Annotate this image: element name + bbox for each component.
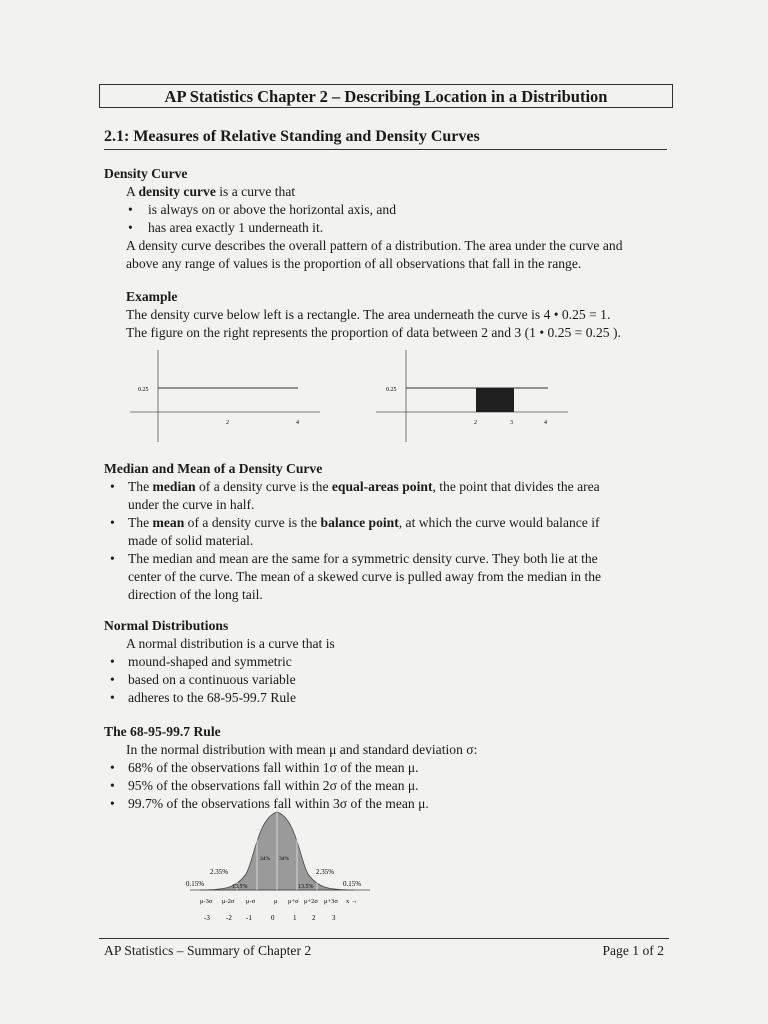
uniform-density-figure-left <box>130 350 330 445</box>
pct-label: 0.15% <box>343 880 362 888</box>
pct-label: 2.35% <box>316 868 335 876</box>
axis-label-mu: μ-σ <box>246 898 256 905</box>
pct-label: 0.15% <box>186 880 205 888</box>
density-curve-bullets <box>104 201 664 237</box>
text: direction of the long tail. <box>128 587 263 602</box>
bold-text: median <box>152 479 196 494</box>
z-label: 3 <box>332 914 336 922</box>
median-mean-section <box>104 460 664 604</box>
text: , at which the curve would balance if <box>398 515 600 530</box>
intro-text-end: is a curve that <box>215 184 296 199</box>
list-item <box>104 550 664 604</box>
text: made of solid material. <box>128 533 254 548</box>
axis-label-mu: μ+2σ <box>304 898 318 905</box>
text: The <box>128 479 153 494</box>
text: center of the curve. The mean of a skewed curve is pulled away from the median in the <box>128 569 602 584</box>
tick-label: 2 <box>226 420 229 426</box>
rule-heading: The 68-95-99.7 Rule <box>104 724 221 739</box>
tick-label: 4 <box>296 420 299 426</box>
list-item: • has area exactly 1 underneath it. <box>104 219 664 237</box>
tick-label: 4 <box>544 420 547 426</box>
pct-label: 34% <box>279 856 290 862</box>
median-mean-heading: Median and Mean of a Density Curve <box>104 461 323 476</box>
text: The median and mean are the same for a symmetric density curve. They both lie at the <box>128 551 598 566</box>
y-label: 0.25 <box>386 387 397 393</box>
bold-text: balance point <box>320 515 399 530</box>
text: , the point that divides the area <box>432 479 600 494</box>
axis-label-mu: μ+3σ <box>324 898 338 905</box>
pct-label: 13.5% <box>232 884 248 890</box>
tick-label: 2 <box>474 420 477 426</box>
density-curve-intro <box>104 183 664 201</box>
rule-intro: In the normal distribution with mean μ and standard deviation σ: <box>126 742 478 757</box>
axis-label-mu: μ <box>274 898 278 905</box>
example-line-1: The density curve below left is a rectangle. The area underneath the curve is 4 • 0.25 = 1. <box>126 307 611 322</box>
normal-bullets <box>104 653 664 707</box>
median-mean-bullets <box>104 478 664 604</box>
footer-divider <box>99 938 669 939</box>
text: under the curve in half. <box>128 497 255 512</box>
shaded-area <box>476 388 514 412</box>
list-item: • adheres to the 68-95-99.7 Rule <box>104 689 664 707</box>
normal-heading: Normal Distributions <box>104 618 229 633</box>
text: of a density curve is the <box>184 515 321 530</box>
pct-label: 34% <box>260 856 271 862</box>
density-curve-line-1: A density curve describes the overall pattern of a distribution. The area under the curve and <box>126 238 623 253</box>
z-label: -1 <box>246 914 252 922</box>
list-item: • based on a continuous variable <box>104 671 664 689</box>
list-item <box>104 514 664 550</box>
tick-label: 3 <box>510 420 513 426</box>
pct-label: 13.5% <box>298 884 314 890</box>
density-curve-line-2: above any range of values is the proportion of all observations that fall in the range. <box>126 256 582 271</box>
z-label: -2 <box>226 914 232 922</box>
rule-section <box>104 723 664 813</box>
z-label: -3 <box>204 914 210 922</box>
footer-page-number: Page 1 of 2 <box>602 943 664 958</box>
list-item <box>104 478 664 514</box>
z-label: 1 <box>293 914 297 922</box>
list-item: • 68% of the observations fall within 1σ of the mean μ. <box>104 759 664 777</box>
list-item: • mound-shaped and symmetric <box>104 653 664 671</box>
bold-text: mean <box>152 515 185 530</box>
normal-section <box>104 617 664 707</box>
text: The <box>128 515 153 530</box>
intro-bold: density curve <box>138 184 216 199</box>
axis-label-x: x → <box>346 898 358 905</box>
density-curve-section <box>104 165 664 273</box>
example-section <box>104 288 664 342</box>
normal-intro: A normal distribution is a curve that is <box>126 636 335 651</box>
rule-bullets <box>104 759 664 813</box>
uniform-density-figure-right <box>372 350 572 445</box>
normal-curve-figure <box>180 808 380 926</box>
y-label: 0.25 <box>138 387 149 393</box>
axis-label-mu: μ-3σ <box>200 898 213 905</box>
list-item: • 95% of the observations fall within 2σ of the mean μ. <box>104 777 664 795</box>
page-title: AP Statistics Chapter 2 – Describing Location in a Distribution <box>99 84 673 108</box>
section-heading: 2.1: Measures of Relative Standing and Density Curves <box>104 127 667 150</box>
z-label: 2 <box>312 914 316 922</box>
pct-label: 2.35% <box>210 868 229 876</box>
intro-text: A <box>126 184 139 199</box>
text: of a density curve is the <box>195 479 332 494</box>
example-line-2: The figure on the right represents the proportion of data between 2 and 3 (1 • 0.25 = 0.25 ). <box>126 325 621 340</box>
axis-label-mu: μ-2σ <box>222 898 235 905</box>
density-curve-heading: Density Curve <box>104 166 188 181</box>
example-heading: Example <box>126 289 178 304</box>
list-item: • is always on or above the horizontal axis, and <box>104 201 664 219</box>
z-label: 0 <box>271 914 275 922</box>
axis-label-mu: μ+σ <box>288 898 299 905</box>
list-item: • 99.7% of the observations fall within 3σ of the mean μ. <box>104 795 664 813</box>
footer-left: AP Statistics – Summary of Chapter 2 <box>104 943 312 958</box>
bold-text: equal-areas point <box>331 479 433 494</box>
